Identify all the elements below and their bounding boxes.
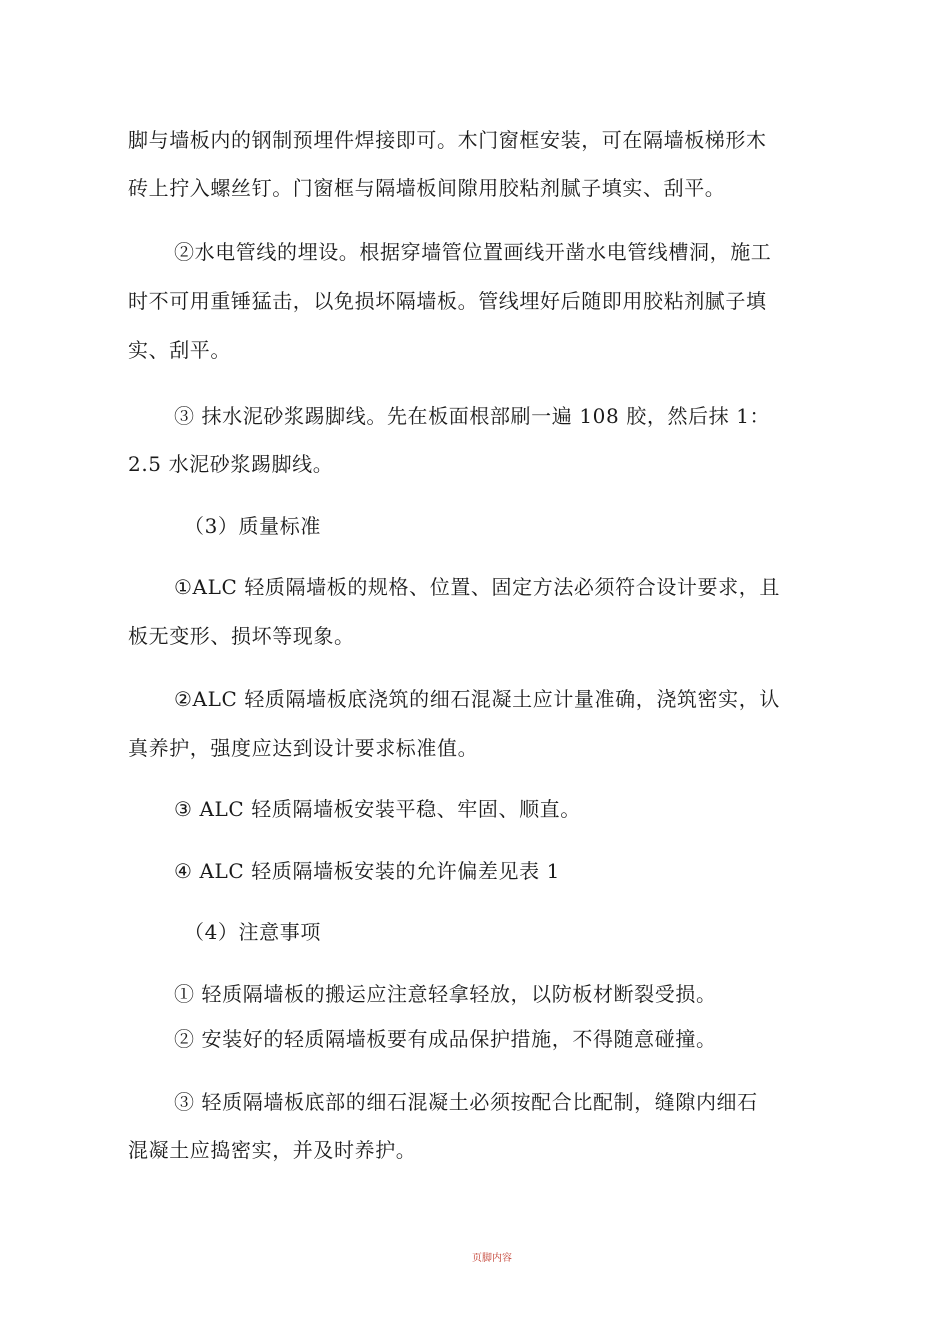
body-line: ③ ALC 轻质隔墙板安装平稳、牢固、顺直。 bbox=[174, 797, 581, 821]
section-heading: （4）注意事项 bbox=[184, 920, 321, 944]
body-line: 脚与墙板内的钢制预埋件焊接即可。木门窗框安装，可在隔墙板梯形木 bbox=[128, 128, 767, 152]
body-line: ③ 轻质隔墙板底部的细石混凝土必须按配合比配制，缝隙内细石 bbox=[174, 1090, 758, 1114]
body-line: ④ ALC 轻质隔墙板安装的允许偏差见表 1 bbox=[174, 859, 560, 883]
section-heading: （3）质量标准 bbox=[184, 514, 321, 538]
body-line: 真养护，强度应达到设计要求标准值。 bbox=[128, 736, 479, 760]
page-footer: 页脚内容 bbox=[472, 1253, 512, 1264]
body-line: ②水电管线的埋设。根据穿墙管位置画线开凿水电管线槽洞，施工 bbox=[174, 240, 772, 264]
body-line: 板无变形、损坏等现象。 bbox=[128, 624, 355, 648]
body-line: 混凝土应捣密实，并及时养护。 bbox=[128, 1138, 417, 1162]
body-line: 2.5 水泥砂浆踢脚线。 bbox=[128, 452, 334, 476]
body-line: ①ALC 轻质隔墙板的规格、位置、固定方法必须符合设计要求，且 bbox=[174, 575, 780, 599]
body-line: 时不可用重锤猛击，以免损坏隔墙板。管线埋好后随即用胶粘剂腻子填 bbox=[128, 289, 767, 313]
body-line: ②ALC 轻质隔墙板底浇筑的细石混凝土应计量准确，浇筑密实，认 bbox=[174, 687, 780, 711]
body-line: 砖上拧入螺丝钉。门窗框与隔墙板间隙用胶粘剂腻子填实、刮平。 bbox=[128, 176, 726, 200]
body-line: 实、刮平。 bbox=[128, 338, 231, 362]
body-line: ③ 抹水泥砂浆踢脚线。先在板面根部刷一遍 108 胶，然后抹 1： bbox=[174, 404, 771, 428]
body-line: ① 轻质隔墙板的搬运应注意轻拿轻放，以防板材断裂受损。 bbox=[174, 982, 717, 1006]
body-line: ② 安装好的轻质隔墙板要有成品保护措施，不得随意碰撞。 bbox=[174, 1027, 717, 1051]
